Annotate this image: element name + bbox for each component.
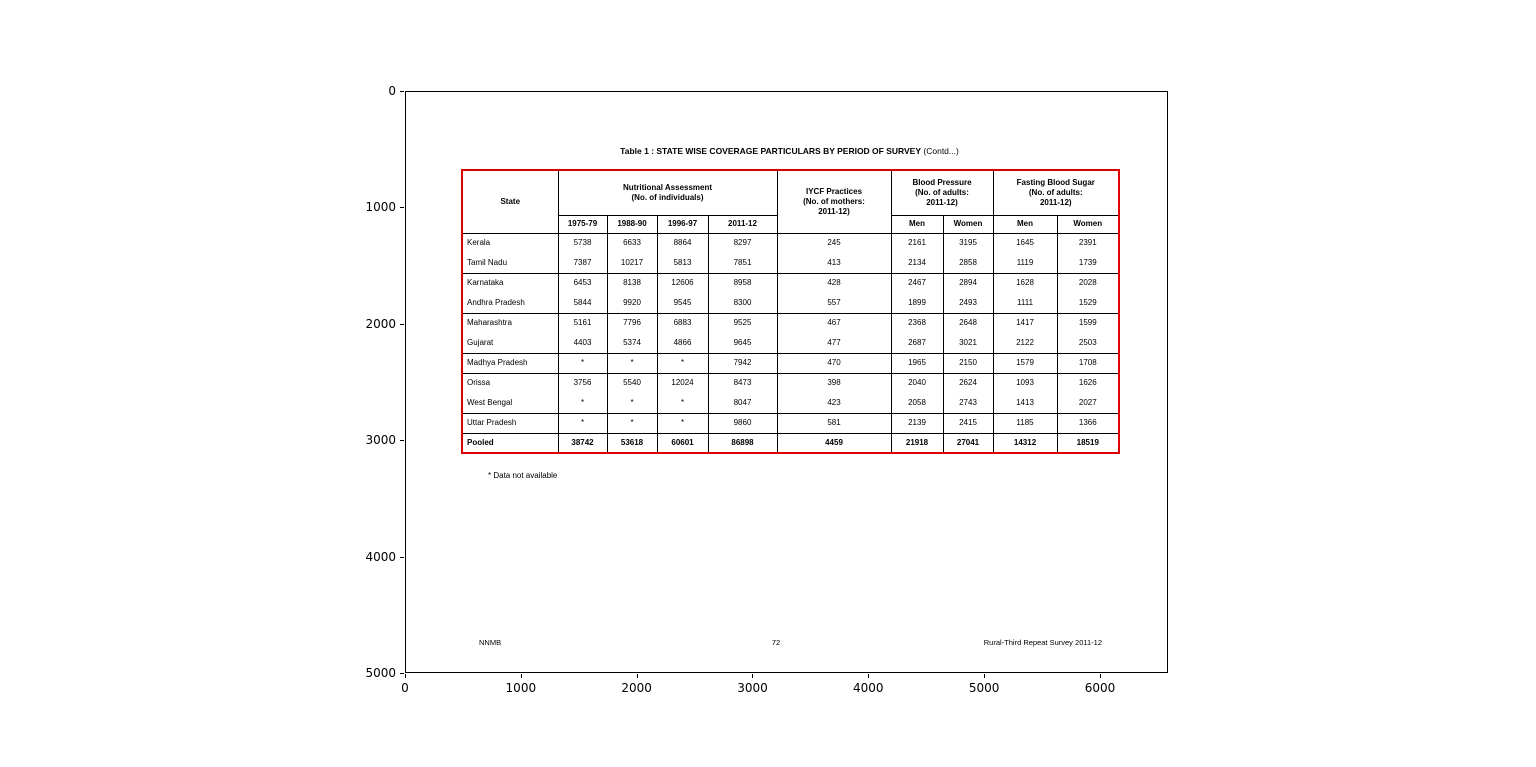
table-body [462,233,1119,453]
y-tick-mark [400,324,404,325]
table-title-main: Table 1 : STATE WISE COVERAGE PARTICULARS BY PERIOD OF SURVEY [620,146,922,156]
value-cell: 18519 [1057,433,1119,453]
value-cell: 9525 [708,313,777,333]
x-tick-label: 1000 [505,681,537,695]
value-cell: 60601 [657,433,708,453]
value-cell: 1417 [993,313,1057,333]
value-cell: 2687 [891,333,943,353]
table-row [462,433,1119,453]
fbs-header-line2: (No. of adults: [1028,187,1083,197]
table-title [461,146,1118,157]
value-cell: 5738 [558,233,607,253]
value-cell: 8297 [708,233,777,253]
y-tick-label: 2000 [365,316,396,331]
value-cell: 9920 [607,293,657,313]
state-cell: Tamil Nadu [462,253,558,273]
value-cell: 1645 [993,233,1057,253]
iycf-header-line3: 2011-12) [818,206,850,216]
value-cell: 581 [777,413,891,433]
y-tick-label: 4000 [365,549,396,564]
value-cell: 1185 [993,413,1057,433]
iycf-header-line2: (No. of mothers: [803,196,865,206]
value-cell: 6883 [657,313,708,333]
value-cell: 5540 [607,373,657,393]
col-header-year-1988-90: 1988-90 [607,215,657,233]
col-header-nutritional-assessment [558,170,777,215]
value-cell: 27041 [943,433,993,453]
value-cell: 2624 [943,373,993,393]
value-cell: 6633 [607,233,657,253]
value-cell: * [607,353,657,373]
value-cell: 8473 [708,373,777,393]
value-cell: 53618 [607,433,657,453]
table-header [462,170,1119,233]
col-header-fbs-women: Women [1057,215,1119,233]
value-cell: * [607,393,657,413]
value-cell: 1119 [993,253,1057,273]
value-cell: 2858 [943,253,993,273]
footer-survey: Rural-Third Repeat Survey 2011-12 [983,638,1102,647]
value-cell: 5374 [607,333,657,353]
value-cell: 2040 [891,373,943,393]
value-cell: 2058 [891,393,943,413]
value-cell: 1899 [891,293,943,313]
value-cell: 2467 [891,273,943,293]
y-tick-mark [400,673,404,674]
col-header-year-1996-97: 1996-97 [657,215,708,233]
value-cell: 1599 [1057,313,1119,333]
value-cell: 4866 [657,333,708,353]
col-header-blood-pressure [891,170,993,215]
value-cell: 2150 [943,353,993,373]
value-cell: 3195 [943,233,993,253]
x-tick-mark [405,674,406,678]
value-cell: 1628 [993,273,1057,293]
col-header-fbs-men: Men [993,215,1057,233]
value-cell: * [607,413,657,433]
value-cell: 1529 [1057,293,1119,313]
y-tick-mark [400,207,404,208]
y-tick-label: 1000 [365,200,396,215]
bp-header-line1: Blood Pressure [912,177,972,187]
y-tick-label: 0 [388,84,396,98]
value-cell: 1093 [993,373,1057,393]
state-cell: Andhra Pradesh [462,293,558,313]
value-cell: 557 [777,293,891,313]
value-cell: 7942 [708,353,777,373]
value-cell: 3021 [943,333,993,353]
footer-org: NNMB [479,638,502,647]
value-cell: * [558,353,607,373]
table-row [462,333,1119,353]
iycf-header-line1: IYCF Practices [805,186,863,196]
bp-header-line3: 2011-12) [926,197,958,207]
table-row [462,353,1119,373]
state-cell: Uttar Pradesh [462,413,558,433]
value-cell: 8864 [657,233,708,253]
value-cell: 5161 [558,313,607,333]
state-cell: Gujarat [462,333,558,353]
value-cell: 10217 [607,253,657,273]
col-header-bp-men: Men [891,215,943,233]
value-cell: 8958 [708,273,777,293]
x-tick-label: 0 [401,681,409,695]
state-cell: Pooled [462,433,558,453]
value-cell: 2134 [891,253,943,273]
col-header-bp-women: Women [943,215,993,233]
value-cell: 9545 [657,293,708,313]
value-cell: 2894 [943,273,993,293]
value-cell: 2493 [943,293,993,313]
value-cell: 2415 [943,413,993,433]
x-tick-mark [637,674,638,678]
x-tick-label: 5000 [968,681,1000,695]
value-cell: 2161 [891,233,943,253]
value-cell: 6453 [558,273,607,293]
value-cell: 8047 [708,393,777,413]
value-cell: 7851 [708,253,777,273]
state-cell: Orissa [462,373,558,393]
x-tick-mark [521,674,522,678]
table-row [462,313,1119,333]
state-cell: West Bengal [462,393,558,413]
y-tick-label: 3000 [365,433,396,448]
value-cell: 38742 [558,433,607,453]
col-header-year-2011-12: 2011-12 [708,215,777,233]
value-cell: 9860 [708,413,777,433]
value-cell: 1739 [1057,253,1119,273]
coverage-table [461,169,1120,454]
value-cell: 470 [777,353,891,373]
col-header-iycf [777,170,891,233]
value-cell: 8138 [607,273,657,293]
value-cell: * [657,413,708,433]
value-cell: 2028 [1057,273,1119,293]
bp-header-line2: (No. of adults: [915,187,969,197]
value-cell: 2648 [943,313,993,333]
value-cell: 413 [777,253,891,273]
x-tick-mark [752,674,753,678]
col-header-year-1975-79: 1975-79 [558,215,607,233]
na-header-line2: (No. of individuals) [631,192,704,202]
value-cell: 2027 [1057,393,1119,413]
table-row [462,273,1119,293]
value-cell: 2503 [1057,333,1119,353]
value-cell: 2391 [1057,233,1119,253]
value-cell: 1366 [1057,413,1119,433]
table-row [462,413,1119,433]
value-cell: 467 [777,313,891,333]
value-cell: 1111 [993,293,1057,313]
value-cell: 12606 [657,273,708,293]
na-header-line1: Nutritional Assessment [622,182,713,192]
value-cell: 477 [777,333,891,353]
table-row [462,373,1119,393]
table-row [462,293,1119,313]
state-cell: Madhya Pradesh [462,353,558,373]
table-row [462,393,1119,413]
fbs-header-line3: 2011-12) [1039,197,1072,207]
value-cell: 2139 [891,413,943,433]
state-cell: Maharashtra [462,313,558,333]
y-tick-mark [400,91,404,92]
fbs-header-line1: Fasting Blood Sugar [1016,177,1095,187]
value-cell: 8300 [708,293,777,313]
col-header-fasting-blood-sugar [993,170,1119,215]
value-cell: 1708 [1057,353,1119,373]
state-cell: Kerala [462,233,558,253]
value-cell: * [657,393,708,413]
x-tick-mark [984,674,985,678]
document-page [406,92,1167,672]
value-cell: 4403 [558,333,607,353]
x-tick-mark [1100,674,1101,678]
table-title-suffix: (Contd...) [921,146,959,156]
x-tick-mark [868,674,869,678]
value-cell: 7387 [558,253,607,273]
plot-axes [405,91,1168,673]
value-cell: 1413 [993,393,1057,413]
value-cell: * [657,353,708,373]
value-cell: 1626 [1057,373,1119,393]
value-cell: 21918 [891,433,943,453]
table-row [462,253,1119,273]
value-cell: 1965 [891,353,943,373]
y-tick-label: 5000 [365,666,396,680]
value-cell: 7796 [607,313,657,333]
value-cell: 5844 [558,293,607,313]
value-cell: 9645 [708,333,777,353]
value-cell: 423 [777,393,891,413]
value-cell: 3756 [558,373,607,393]
col-header-state: State [462,170,558,233]
value-cell: 86898 [708,433,777,453]
state-cell: Karnataka [462,273,558,293]
value-cell: 12024 [657,373,708,393]
value-cell: 14312 [993,433,1057,453]
value-cell: 398 [777,373,891,393]
value-cell: 2122 [993,333,1057,353]
value-cell: 428 [777,273,891,293]
x-tick-label: 2000 [621,681,652,695]
value-cell: 2743 [943,393,993,413]
value-cell: * [558,393,607,413]
y-tick-mark [400,557,404,558]
x-tick-label: 4000 [853,681,884,695]
value-cell: 5813 [657,253,708,273]
value-cell: 2368 [891,313,943,333]
value-cell: * [558,413,607,433]
y-tick-mark [400,440,404,441]
value-cell: 1579 [993,353,1057,373]
value-cell: 4459 [777,433,891,453]
value-cell: 245 [777,233,891,253]
table-row [462,233,1119,253]
x-tick-label: 3000 [737,681,768,695]
x-tick-label: 6000 [1084,681,1116,695]
page-number: 72 [771,638,781,647]
footnote: * Data not available [488,471,558,480]
